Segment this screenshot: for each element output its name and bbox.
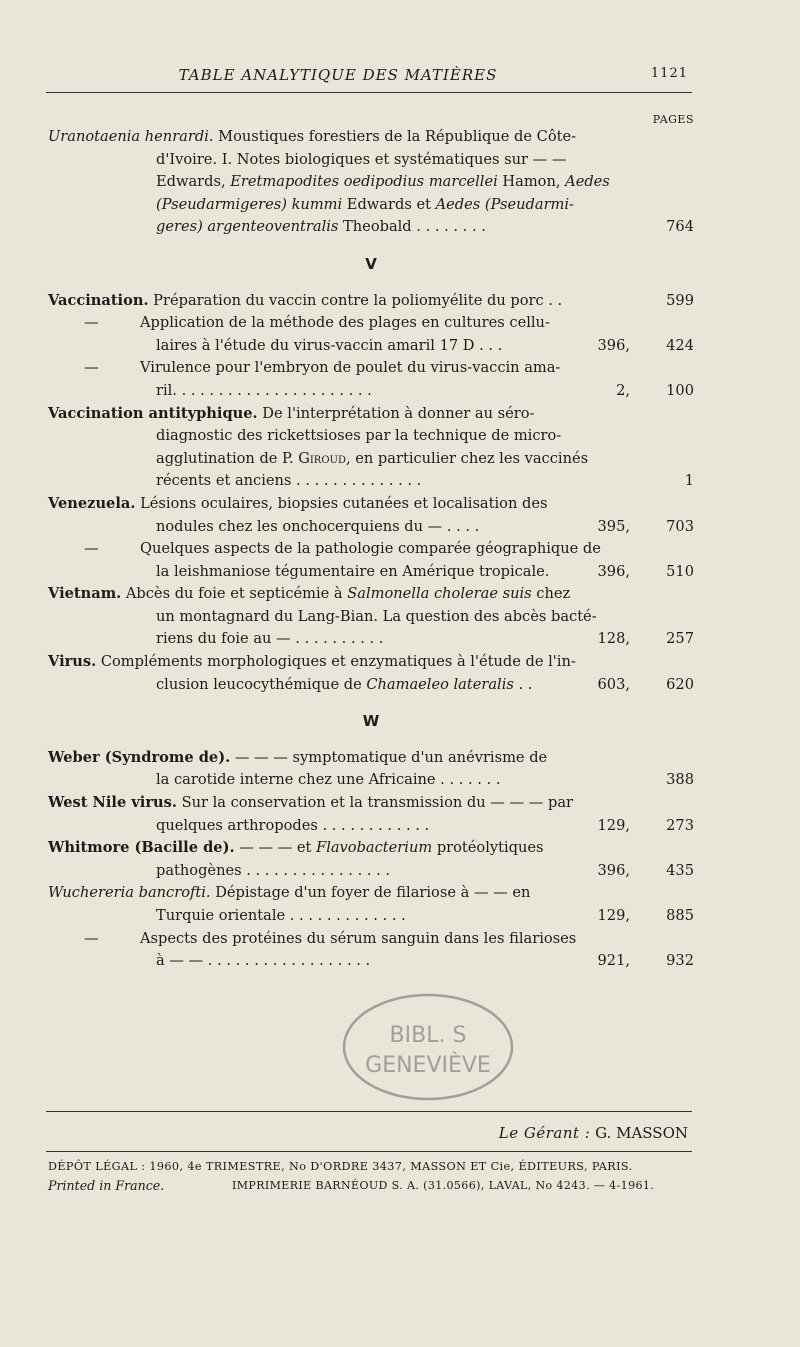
page-number: 1121 — [650, 66, 688, 81]
entry-line — [48, 561, 694, 584]
entry-text: ril. . . . . . . . . . . . . . . . . . . . . . — [156, 381, 372, 399]
imprint-line — [48, 1178, 694, 1193]
page-ref: 764 — [666, 218, 694, 236]
page-ref: 435 — [666, 861, 694, 879]
entry-heading: Venezuela. — [48, 494, 136, 512]
entry-line — [48, 882, 694, 905]
entry-text: — — — et — [234, 839, 317, 857]
volume-ref: 395, — [597, 517, 630, 535]
entry-heading: West Nile virus. — [48, 794, 177, 812]
printed-in-france: Printed in France. — [48, 1178, 165, 1193]
entry-line — [48, 194, 694, 217]
footer-rule-top — [46, 1111, 692, 1112]
entry-line — [48, 905, 694, 928]
volume-ref: 129, — [597, 816, 630, 834]
pages-column-label: PAGES — [652, 113, 694, 126]
entry-text: Turquie orientale . . . . . . . . . . . . . — [156, 907, 406, 924]
entry-line — [48, 357, 694, 380]
entry-line — [48, 769, 694, 792]
entry-vaccination-antityphique — [48, 403, 694, 493]
volume-ref: 603, — [597, 675, 630, 693]
entry-text: Dépistage d'un foyer de filariose à — — en — [210, 884, 531, 902]
header-rule — [46, 92, 692, 93]
stamp-line-2: GENEVIÈVE — [365, 1053, 491, 1078]
entry-line — [48, 149, 694, 172]
entry-heading: Uranotaenia henrardi. — [48, 128, 214, 145]
entry-text: Sur la conservation et la transmission du — — — par — [176, 794, 574, 812]
legal-deposit-line: DÉPÔT LÉGAL : 1960, 4e TRIMESTRE, No D'ORDRE 3437, MASSON ET Cie, ÉDITEURS, PARIS. — [48, 1160, 633, 1173]
entry-line — [48, 448, 694, 471]
species-name: Aedes — [565, 173, 610, 191]
footer-rule-bottom — [46, 1151, 692, 1152]
entry-text: . . — [513, 675, 533, 693]
species-name: Aedes (Pseudarmi- — [435, 195, 574, 213]
entry-text: la leishmaniose tégumentaire en Amérique tropicale. — [156, 562, 550, 580]
entry-heading: Vaccination antityphique. — [48, 404, 258, 422]
entry-line — [48, 860, 694, 883]
entry-text: diagnostic des rickettsioses par la technique de micro- — [156, 427, 562, 445]
volume-ref: 129, — [597, 907, 630, 924]
entry-line — [48, 583, 694, 606]
entry-line — [48, 837, 694, 860]
entry-text: à — — . . . . . . . . . . . . . . . . . . — [156, 952, 371, 970]
entry-text: clusion leucocythémique de — [156, 675, 367, 693]
volume-ref: 396, — [597, 861, 630, 879]
entry-text: De l'interprétation à donner au séro- — [257, 404, 535, 422]
page-ref: 388 — [666, 771, 694, 789]
entry-virus — [48, 651, 694, 696]
page-ref: 703 — [666, 517, 694, 535]
entry-line — [48, 171, 694, 194]
entry-line — [48, 126, 694, 149]
entry-line — [48, 216, 694, 239]
entry-line — [48, 380, 694, 403]
gerant-line — [499, 1124, 688, 1142]
species-name: geres) argenteoventralis — [156, 218, 339, 236]
entry-line — [48, 538, 694, 561]
entry-line — [48, 403, 694, 426]
library-stamp — [338, 988, 518, 1106]
page-ref: 885 — [666, 907, 694, 924]
entry-text: d'Ivoire. I. Notes biologiques et systématiques sur — — — [156, 150, 567, 168]
author-name: Giroud — [298, 449, 346, 467]
entry-text: un montagnard du Lang-Bian. La question des abcès bacté- — [156, 607, 597, 625]
entry-line — [48, 470, 694, 493]
entry-heading: Whitmore (Bacille de). — [48, 839, 235, 857]
entry-line — [48, 815, 694, 838]
gerant-label: Le Gérant : — [498, 1124, 591, 1142]
section-letter-w: W — [362, 712, 380, 731]
species-name: Salmonella cholerae suis — [347, 585, 532, 603]
entry-text: Edwards, — [156, 173, 231, 191]
volume-ref: 396, — [597, 336, 630, 354]
entry-heading: Wuchereria bancrofti. — [48, 884, 211, 902]
entry-text: Abcès du foie et septicémie à — [121, 585, 348, 603]
entry-line — [48, 628, 694, 651]
entry-line — [48, 928, 694, 951]
repeat-dash: — — [84, 540, 99, 558]
entry-vaccination — [48, 290, 694, 403]
entry-line — [48, 493, 694, 516]
entry-whitmore — [48, 837, 694, 882]
page-ref: 599 — [666, 291, 694, 309]
volume-ref: 396, — [597, 562, 630, 580]
entry-text: laires à l'étude du virus-vaccin amaril 17 D . . . — [156, 336, 503, 354]
entry-text: Quelques aspects de la pathologie comparée géographique de — [140, 540, 601, 558]
page-ref: 100 — [666, 381, 694, 399]
page-ref: 1 — [684, 472, 694, 490]
entry-text: — — — symptomatique d'un anévrisme de — [230, 748, 548, 766]
entry-text: nodules chez les onchocerquiens du — . . . . — [156, 517, 480, 535]
entry-text: pathogènes . . . . . . . . . . . . . . . . — [156, 861, 391, 879]
entry-line — [48, 606, 694, 629]
entry-text: chez — [531, 585, 571, 603]
gerant-name: G. MASSON — [595, 1124, 688, 1142]
entry-text: , en particulier chez les vaccinés — [345, 449, 589, 467]
stamp-line-1: BIBL. S — [389, 1023, 467, 1048]
page-ref: 510 — [666, 562, 694, 580]
entry-text: quelques arthropodes . . . . . . . . . . . . — [156, 816, 430, 834]
species-name: Flavobacterium — [316, 839, 433, 857]
entry-weber — [48, 747, 694, 792]
entry-line — [48, 290, 694, 313]
page-ref: 932 — [666, 952, 694, 970]
volume-ref: 2, — [616, 381, 630, 399]
entry-line — [48, 516, 694, 539]
volume-ref: 128, — [597, 630, 630, 648]
entry-line — [48, 674, 694, 697]
page-ref: 424 — [666, 336, 694, 354]
entry-line — [48, 651, 694, 674]
entry-line — [48, 335, 694, 358]
entry-text: agglutination de P. — [156, 449, 299, 467]
entry-line — [48, 425, 694, 448]
species-name: Chamaeleo lateralis — [366, 675, 514, 693]
entry-line — [48, 950, 694, 973]
page-ref: 273 — [666, 816, 694, 834]
entry-text: riens du foie au — . . . . . . . . . . — [156, 630, 384, 648]
entry-text: Edwards et — [342, 195, 436, 213]
repeat-dash: — — [84, 314, 99, 332]
entry-text: Hamon, — [497, 173, 566, 191]
entry-text: Virulence pour l'embryon de poulet du virus-vaccin ama- — [140, 359, 561, 377]
entry-text: protéolytiques — [432, 839, 544, 857]
entry-heading: Vaccination. — [48, 291, 149, 309]
entry-text: récents et anciens . . . . . . . . . . . . . . — [156, 472, 422, 490]
entry-line — [48, 792, 694, 815]
printer-info: IMPRIMERIE BARNÉOUD S. A. (31.0566), LAVAL, No 4243. — 4-1961. — [232, 1179, 655, 1192]
entry-text: Préparation du vaccin contre la poliomyélite du porc . . — [148, 291, 563, 309]
entry-text: Theobald . . . . . . . . — [338, 218, 486, 236]
entry-text: Aspects des protéines du sérum sanguin dans les filarioses — [140, 929, 577, 947]
species-name: Eretmapodites oedipodius marcellei — [230, 173, 498, 191]
species-name: (Pseudarmigeres) kummi — [156, 195, 343, 213]
running-title: TABLE ANALYTIQUE DES MATIÈRES — [178, 66, 498, 84]
entry-text: la carotide interne chez une Africaine . . . . . . . — [156, 771, 501, 789]
repeat-dash: — — [84, 929, 99, 947]
entry-uranotaenia — [48, 126, 694, 239]
entry-vietnam — [48, 583, 694, 651]
volume-ref: 921, — [597, 952, 630, 970]
entry-venezuela — [48, 493, 694, 583]
entry-line — [48, 312, 694, 335]
repeat-dash: — — [84, 359, 99, 377]
entry-heading: Vietnam. — [48, 585, 122, 603]
entry-heading: Virus. — [48, 653, 97, 671]
entry-text: Compléments morphologiques et enzymatiques à l'étude de l'in- — [96, 653, 576, 671]
entry-wuchereria — [48, 882, 694, 972]
entry-text: Application de la méthode des plages en cultures cellu- — [140, 314, 550, 332]
page-ref: 620 — [666, 675, 694, 693]
entry-heading: Weber (Syndrome de). — [48, 748, 231, 766]
section-letter-v: V — [365, 254, 377, 273]
entry-line — [48, 747, 694, 770]
entry-text: Lésions oculaires, biopsies cutanées et localisation des — [135, 494, 548, 512]
entry-text: Moustiques forestiers de la République de Côte- — [213, 128, 577, 145]
page-ref: 257 — [666, 630, 694, 648]
entry-west-nile — [48, 792, 694, 837]
index-entries — [48, 126, 694, 973]
